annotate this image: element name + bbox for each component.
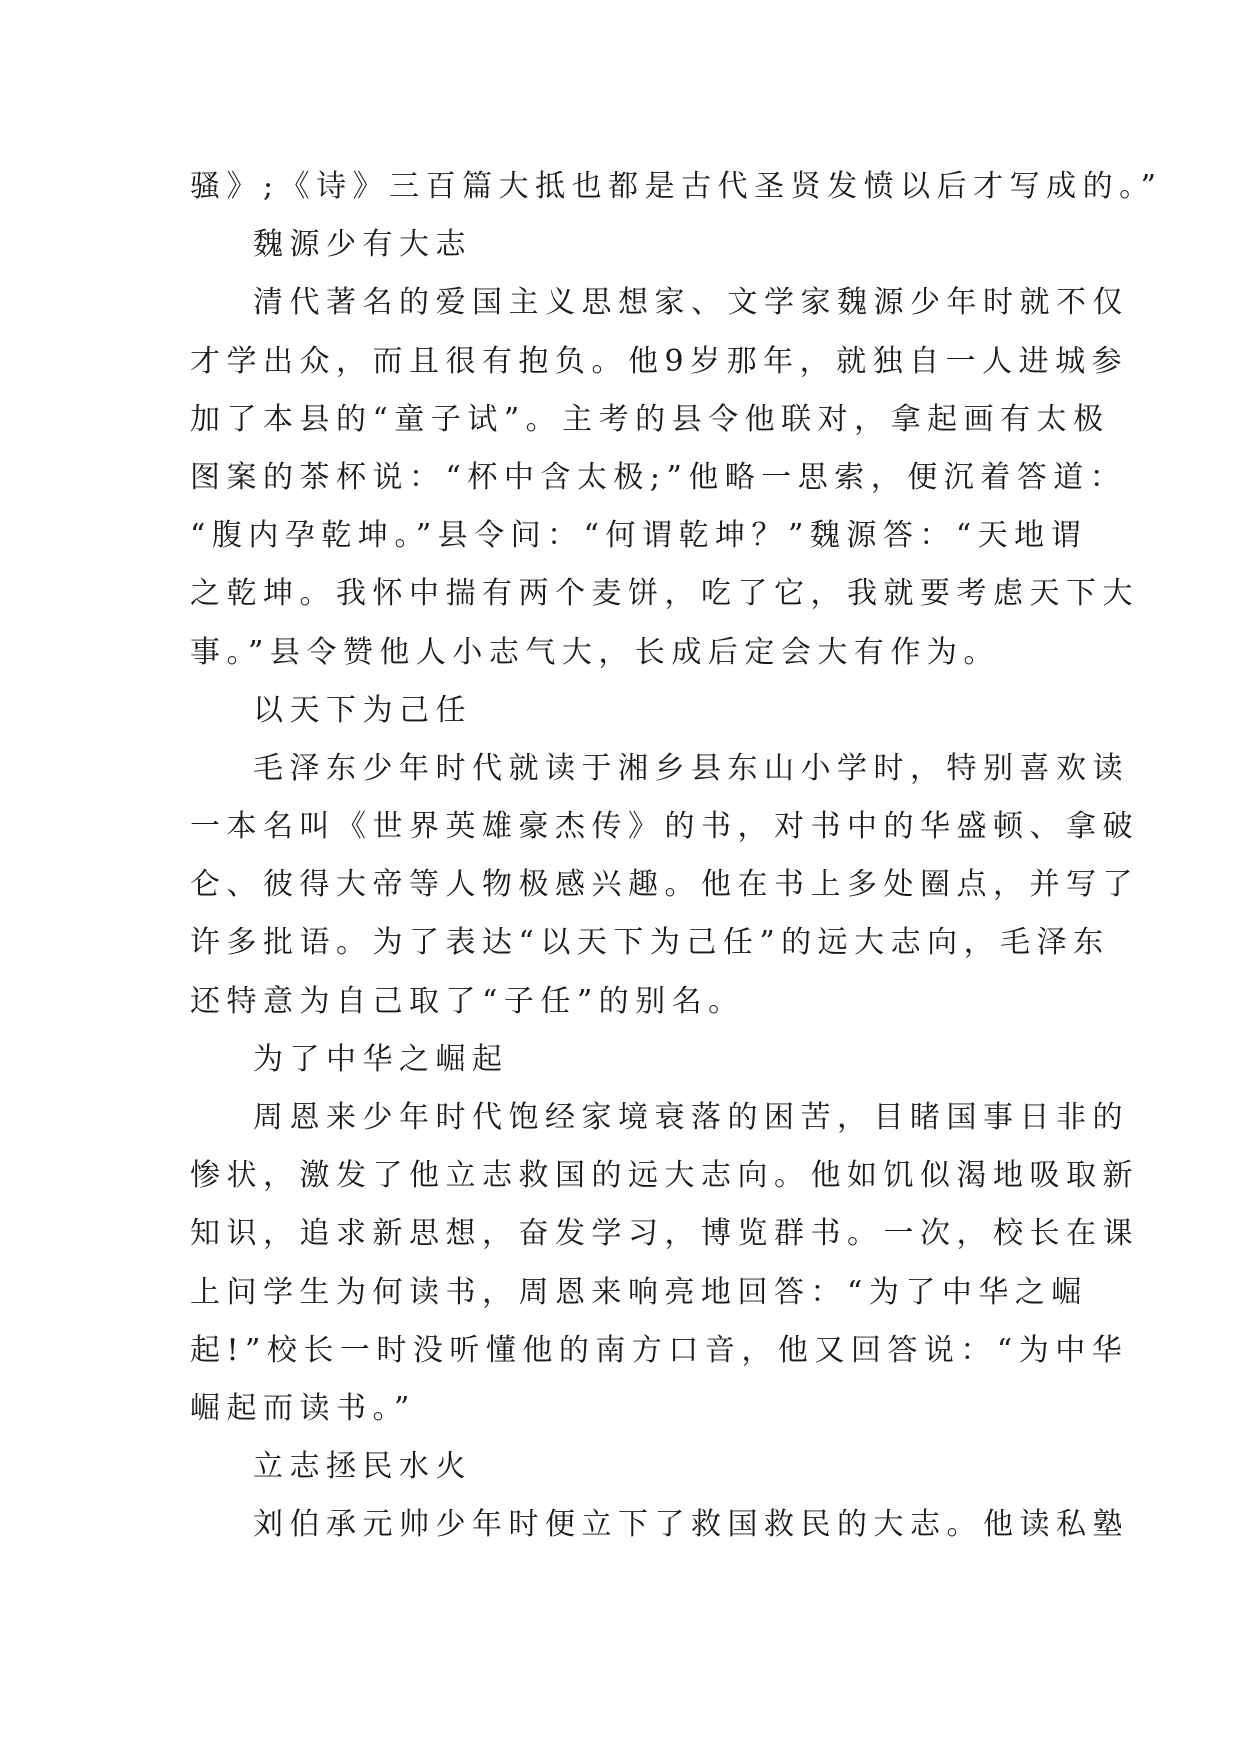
paragraph-line: 许多批语。为了表达“以天下为己任”的远大志向，毛泽东 <box>190 925 1110 961</box>
paragraph-line: 惨状，激发了他立志救国的远大志向。他如饥似渴地吸取新 <box>190 1158 1139 1194</box>
paragraph-line: 起!”校长一时没听懂他的南方口音，他又回答说：“为中华 <box>190 1332 1129 1368</box>
section-heading-weiyuan: 魏源少有大志 <box>253 227 472 263</box>
paragraph-line: 之乾坤。我怀中揣有两个麦饼，吃了它，我就要考虑天下大 <box>190 576 1139 612</box>
paragraph-line: 刘伯承元帅少年时便立下了救国救民的大志。他读私塾 <box>253 1507 1129 1543</box>
paragraph-line: 毛泽东少年时代就读于湘乡县东山小学时，特别喜欢读 <box>253 750 1129 786</box>
paragraph-line: 图案的茶杯说：“杯中含太极;”他略一思索，便沉着答道： <box>190 459 1127 495</box>
paragraph-line: 一本名叫《世界英雄豪杰传》的书，对书中的华盛顿、拿破 <box>190 809 1139 845</box>
paragraph-line: 才学出众，而且很有抱负。他9岁那年，就独自一人进城参 <box>190 343 1129 379</box>
paragraph-line: “腹内孕乾坤。”县令问：“何谓乾坤？”魏源答：“天地谓 <box>190 518 1088 554</box>
section-heading-mao: 以天下为己任 <box>253 692 472 728</box>
paragraph-line: 知识，追求新思想，奋发学习，博览群书。一次，校长在课 <box>190 1216 1139 1252</box>
section-heading-liu: 立志拯民水火 <box>253 1449 472 1485</box>
paragraph-line: 还特意为自己取了“子任”的别名。 <box>190 983 745 1019</box>
paragraph-line: 事。”县令赞他人小志气大，长成后定会大有作为。 <box>190 634 1000 670</box>
paragraph-line: 周恩来少年时代饱经家境衰落的困苦，目睹国事日非的 <box>253 1100 1129 1135</box>
section-heading-zhou: 为了中华之崛起 <box>253 1041 509 1077</box>
paragraph-line: 上问学生为何读书，周恩来响亮地回答：“为了中华之崛 <box>190 1274 1088 1310</box>
paragraph-line: 加了本县的“童子试”。主考的县令他联对，拿起画有太极 <box>190 401 1110 437</box>
paragraph-line: 清代著名的爱国主义思想家、文学家魏源少年时就不仅 <box>253 285 1129 321</box>
paragraph-line: 崛起而读书。” <box>190 1390 416 1426</box>
document-page <box>190 158 1163 1555</box>
text-line: 骚》;《诗》三百篇大抵也都是古代圣贤发愤以后才写成的。” <box>190 169 1163 204</box>
paragraph-line: 仑、彼得大帝等人物极感兴趣。他在书上多处圈点，并写了 <box>190 867 1139 903</box>
